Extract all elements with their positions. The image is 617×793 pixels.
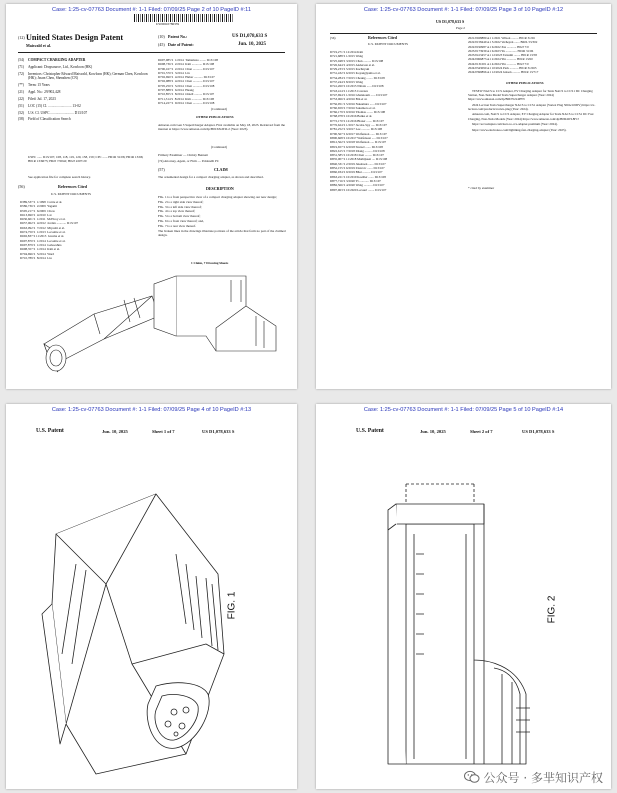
reference-entry: 2024/0343090 A1 10/2024 Park ........... H01R 31/065 [468,66,537,71]
bib-field-text: COMPACT CHARGING ADAPTER [28,58,86,62]
header-rule [330,33,597,34]
references-right-list [158,58,284,108]
reference-entry: D630,601 S 1/2011 McElroy et al. [20,217,66,222]
reference-entry: D725,048 S 3/2015 Chan .......... D13/108 [330,58,384,63]
see-application: See application file for complete search history. [28,175,91,179]
reference-entry: D710,789 S 8/2014 Liu [20,255,52,260]
code-12: (12) [18,35,25,40]
bib-field-text: LOC (15) Cl. .......................... 13-02 [28,103,81,108]
other-pubs-title: OTHER PUBLICATIONS [196,115,234,119]
date-value: Jun. 10, 2025 [238,42,267,47]
reference-entry: D595,217 S 6/2009 Chow [20,208,55,213]
document-page-5 [316,404,611,789]
reference-entry: D674,750 S 1/2013 Lecomte et al. [20,230,66,235]
references-left-list [20,200,146,264]
reference-entry: D852,155 S 6/2019 Zlatovic ....... D13/107 [330,166,385,171]
bib-field-code: (71) [18,64,24,69]
code-56: (56) [18,184,25,189]
reference-entry: D700,167 S 2/2014 Chan ............ D13/107 [158,66,215,71]
bib-field-text: Appl. No.: 29/902,428 [28,90,61,95]
sheet-patent-number: US D1,078,633 S [202,429,235,434]
date-label: Date of Patent: [168,42,194,47]
patent-no-label: Patent No.: [168,34,188,39]
other-publication: https://www.electrokoo.com/lightning-fast-charging-adapter (Year: 2025). [472,127,567,132]
case-header: Case: 1:25-cv-07763 Document #: 1-1 Filed: 07/09/25 Page 3 of 10 PageID #:12 [363,7,564,13]
bib-field-text: Term: 15 Years [28,83,50,88]
reference-entry: D831,585 S 10/2018 Chen ......... D13/107 [330,153,384,158]
front-page-drawing-fig1 [34,274,164,379]
reference-entry: D747,694 S 1/2016 Ghannoum ...... D13/107 [330,92,388,97]
bibliographic-fields [18,58,148,124]
reference-entry: D663,092 S 7/2012 Miyoshi et al. [20,225,65,230]
bib-field-code: (72) [18,71,24,76]
reference-entry: D719,271 S 12/2014 Kim [330,50,363,54]
bib-field-code: (21) [18,90,24,95]
sheet-number: Sheet 2 of 7 [470,429,493,434]
reference-entry: D860,934 S 9/2019 Bhat .......... D13/107 [330,170,383,175]
code-45: (45) [158,42,165,47]
bib-field [18,65,148,69]
code-56: (56) [330,36,336,40]
reference-entry: D698,736 S 2/2014 Kim ............. D13/108 [158,62,215,67]
reference-entry: D812,562 S 3/2018 Wolfenson ..... D13/107 [330,140,387,145]
reference-entry: 2024/0131001 A1 4/2024 Yin ............ H02J 7/0 [468,61,529,66]
document-page-4 [6,404,297,789]
us-patent-label: U.S. Patent [356,428,384,434]
reference-entry: D702,690 S 4/2014 Huber ........... D13/107 [158,75,215,80]
reference-entry: D840,331 S 2/2019 Jakobsen ....... D13/107 [330,161,386,166]
bib-field [18,117,148,121]
reference-entry: D863,221 S 10/2019 Koehler ....... D13/108 [330,174,386,179]
code-57: (57) [158,167,165,172]
continued-label: (Continued) [211,107,227,111]
bib-field-code: (22) [18,97,24,101]
reference-entry: D697,879 S 1/2014 Gaboeshna [20,242,62,247]
sheet-patent-number: US D1,078,633 S [522,429,555,434]
bib-field-text: Inventors: Christopher Edward Maisvald, Kowloon (HK); German Chen, Kowloon (HK); Jason Chen, Shenzhen (CN) [28,71,148,80]
reference-entry: D702,988 S 4/2014 Chen ............ D13/107 [158,79,215,84]
reference-entry: 2024/0399896 A1 12/2024 Jensen .......... H01R 13/717 [468,70,539,75]
reference-entry: D882,566 S 4/2020 Wang ........... D13/107 [330,183,385,188]
front-page-drawing-fig2 [146,266,286,361]
reference-entry: D737,244 S 8/2015 Wang [330,80,363,85]
reference-entry: 2023/0413457 A1 12/2023 Tatsumi ........ H01R 13/58 [468,53,537,58]
reference-entry: 2024/0066873 A1 2/2024 Yin ............ H01R 13/60 [468,57,533,62]
bib-field [18,90,148,94]
bib-field-code: (52) [18,110,24,115]
reference-entry: D790,567 S 6/2017 Wolfenson ...... D13/107 [330,131,387,136]
reference-entry: D768,078 S 10/2016 Banks et al. [330,114,373,119]
bib-field [18,104,148,108]
reference-entry: D756,951 S 5/2016 Nakamura ...... D13/107 [330,101,387,106]
cited-by-examiner: * cited by examiner [468,186,495,190]
references-column-1 [330,50,462,220]
patent-number: US D1,078,633 S [436,19,465,24]
office-title: United States Design Patent [26,33,124,42]
reference-entry: D705,250 S 5/2014 Chen ............ D13/108 [158,83,215,88]
reference-entry: D835,007 S 11/2018 Mathijssen .... D13/108 [330,157,388,162]
reference-entry: D710,855 S 8/2014 Ornell .......... D13/107 [158,92,215,97]
primary-examiner: Primary Examiner — Christy Bennett [158,153,208,157]
reference-entry: D731,432 S 6/2015 Koyangiyama et al. [330,71,381,76]
references-title: References Cited [58,184,87,189]
barcode [134,14,234,22]
sheet-date: Jun. 10, 2025 [102,429,128,434]
other-publication: 2024 Lectron Tesla Supercharger NACS to CCS1 Adapter (Vortex Plug 500A/1000V) https://ev-lectron.com/products/vortex-plug (Year: 2024). [468,102,596,111]
reference-entry: D743,414 S 11/2015 Cavezza [330,88,368,93]
inventors-short: Maisvald et al. [26,43,51,48]
description-item: FIG. 3 is a left side view thereof; [158,204,202,209]
reference-entry: D734,284 S 7/2015 Cheung ........ D13/108 [330,75,385,80]
references-column-2 [468,36,600,78]
reference-entry: D897,963 S 10/2020 Lecourt ........ D13/107 [330,187,387,192]
patent-number: US D1,078,633 S [232,34,268,39]
description-item: FIG. 7 is a rear view thereof. [158,223,197,228]
description-item: FIG. 4 is a top view thereof; [158,209,196,214]
bib-field-code: (58) [18,117,24,122]
reference-entry: D822,615 S 7/2018 Zhang .......... D13/108 [330,148,385,153]
claim-title: CLAIM [214,167,228,172]
bib-field [18,111,148,115]
reference-entry: D877,716 S 3/2020 Yi ............ D13/107 [330,178,381,183]
wechat-icon [464,770,480,787]
reference-entry: D657,062 S 4/2012 Jordan ............ D13/107 [20,221,79,226]
bib-field-text: Field of Classification Search [28,117,71,122]
description-title: DESCRIPTION [206,186,234,191]
field-search-text: USPC ...... D13/107, 108, 118, 119, 120, 158, 159; CPC ...... H01R 31/06; H01R 13/66; H01R 13/6675; H02J 7/0042; H02J 2207/20 [28,155,144,163]
other-pubs-list [468,89,600,133]
claim-text: The ornamental design for a compact charging adapter, as shown and described. [158,175,264,179]
other-publication: Amazon.com, NACS to CCS Adapter, EV Charging Adapter for Tesla NACS to CCS1 DC Fast Charging, Non-Tesla Models (Year: 2024) https://www.amazon.com/dp/B0D4WL8FJJ [468,112,594,121]
reference-entry: D389,537 S 1/1998 Carrie et al. [20,200,63,204]
reference-entry: 2021/0028880 A1 1/2021 Wilson ......... H01R 31/06 [468,36,535,40]
reference-entry: 2022/0158449 A1 5/2022 Verheyen ....... B60L 53/302 [468,40,538,45]
reference-entry: D711,314 S 8/2014 Kim ............. D13/108 [158,96,214,101]
reference-entry: D753,066 S 4/2016 Bin et al. [330,97,368,102]
reference-entry: D800,668 S 10/2017 Wolfenson ..... D13/107 [330,135,388,140]
continued-label-2: (Continued) [211,145,227,149]
reference-entry: D766,179 S 9/2016 Thomas ........ D13/108 [330,110,386,115]
code-10: (10) [158,34,165,39]
reference-entry: D704,696 S 5/2014 Ward [20,251,55,256]
reference-entry: D760,659 S 7/2016 Sakamoto et al. [330,105,376,110]
us-docs-title: U.S. PATENT DOCUMENTS [368,42,408,46]
reference-entry: D819,657 S 6/2018 Stursel ....... D13/108 [330,144,383,149]
references-title: References Cited [368,35,397,40]
page-label: Page 2 [456,26,465,30]
reference-entry: D721,688 S 1/2015 Wang [330,54,363,59]
bib-field-text: Filed: Jul. 17, 2023 [28,97,56,101]
reference-entry: 2023/0173939 A1 6/2023 Yu .............. H01R 31/06 [468,48,534,53]
reference-entry: D707,888 S 6/2014 Huang [158,88,194,93]
reference-entry: 2022/0190987 A1 6/2022 Xia ............ H02J 7/0 [468,44,529,49]
claims-count: 1 Claim, 7 Drawing Sheets [191,261,229,265]
bib-field-code: (51) [18,103,24,108]
description-item: FIG. 6 is a front view thereof; and, [158,218,204,223]
reference-entry: D714,227 S 9/2014 Chen ............ D13/108 [158,100,215,105]
us-docs-title: U.S. PATENT DOCUMENTS [51,192,91,196]
reference-entry: D698,357 S 1/2014 Kim et al. [20,247,60,252]
top-number: US00D1078633S [156,22,180,26]
bib-field [18,83,148,87]
bib-field-text: U.S. Cl. USPC .......................... D13/107 [28,110,88,115]
case-header: Case: 1:25-cv-07763 Document #: 1-1 Filed: 07/09/25 Page 2 of 10 PageID #:11 [52,7,251,13]
figure-1-drawing [36,454,236,784]
description-list [158,195,286,238]
reference-entry: D772,170 S 12/2016 Blazer ....... D13/107 [330,118,384,123]
sheet-number: Sheet 1 of 7 [152,429,175,434]
reference-entry: D697,870 S 1/2014 Lecomte et al. [20,238,66,243]
reference-entry: D586,736 S 2/2009 Yagami [20,204,57,209]
figure-label: FIG. 2 [546,595,558,624]
case-header: Case: 1:25-cv-07763 Document #: 1-1 Filed: 07/09/25 Page 4 of 10 PageID #:13 [51,407,252,413]
reference-entry: D692,837 S 11/2013 Jerome et al. [20,234,65,239]
description-item: The broken lines in the drawings illustrate portions of the article that form no part of the claimed design. [158,228,286,237]
reference-entry: D726,644 S 4/2015 Anderson et al. [330,62,375,67]
watermark [464,769,603,787]
document-page-2 [6,4,297,389]
reference-entry: D781,252 S 3/2017 Lee ........... D13/108 [330,127,382,132]
attorney: (74) Attorney, Agent, or Firm — Polsinelli PC [158,159,220,163]
reference-entry: D701,570 S 3/2014 Lin [158,70,190,75]
header-rule [18,52,285,53]
us-patent-label: U.S. Patent [36,428,64,434]
watermark-text: 公众号 · 多芈知识产权 [483,771,603,785]
bib-field-text: Applicant: Dropsource, Ltd., Kowloon (HK) [28,64,93,69]
reference-entry: D697,985 S 1/2014 Tamamoto ........ D13/108 [158,58,218,62]
description-item: FIG. 5 is a bottom view thereof; [158,214,201,219]
reference-entry: D729,233 S 5/2015 Kachnyski [330,67,370,72]
bib-field [18,72,148,81]
description-item: FIG. 1 is a front perspective view of a compact charging adapter showing our new design; [158,195,277,199]
figure-label: FIG. 1 [226,591,238,620]
other-pubs-title: OTHER PUBLICATIONS [506,81,544,85]
other-publication: https://eccsadapter.com/nacs-to-ccs-adapter-premium (Year: 2024). [472,122,558,127]
bib-field-code: (54) [18,58,24,62]
other-pubs-text: Amazon.com Gen 3 SuperCharger Adapter. First available on May 18, 2023. Retrieved from the internet at https://www.amazon.com/dp/B0C6X4T2L2 (Year: 2023). [158,123,285,132]
figure-2-drawing [366,464,546,774]
reference-entry: D613,690 S 4/2010 Lai [20,212,52,217]
reference-entry: D776,624 S 1/2017 Jacobs-Spy ..... D13/107 [330,123,387,128]
bib-field [18,58,148,62]
other-publication: TESEW NACS to CCS Adapter, EV Charging Adapter for Tesla NACS to CCS1 DC Charging Station, Non-Tesla Model Tesla Supercharger Adapter (Year: 2024) https://www.amazon.com/dp/B0D7GS4PFN [468,89,593,102]
description-item: FIG. 2 is a right side view thereof; [158,199,204,204]
document-page-3 [316,4,611,389]
bib-field-code: (**) [18,83,24,88]
sheet-date: Jun. 10, 2025 [420,429,446,434]
case-header: Case: 1:25-cv-07763 Document #: 1-1 Filed: 07/09/25 Page 5 of 10 PageID #:14 [363,407,564,413]
bib-field [18,97,148,101]
reference-entry: D741,260 S 10/2015 Nittala ...... D13/108 [330,84,384,89]
